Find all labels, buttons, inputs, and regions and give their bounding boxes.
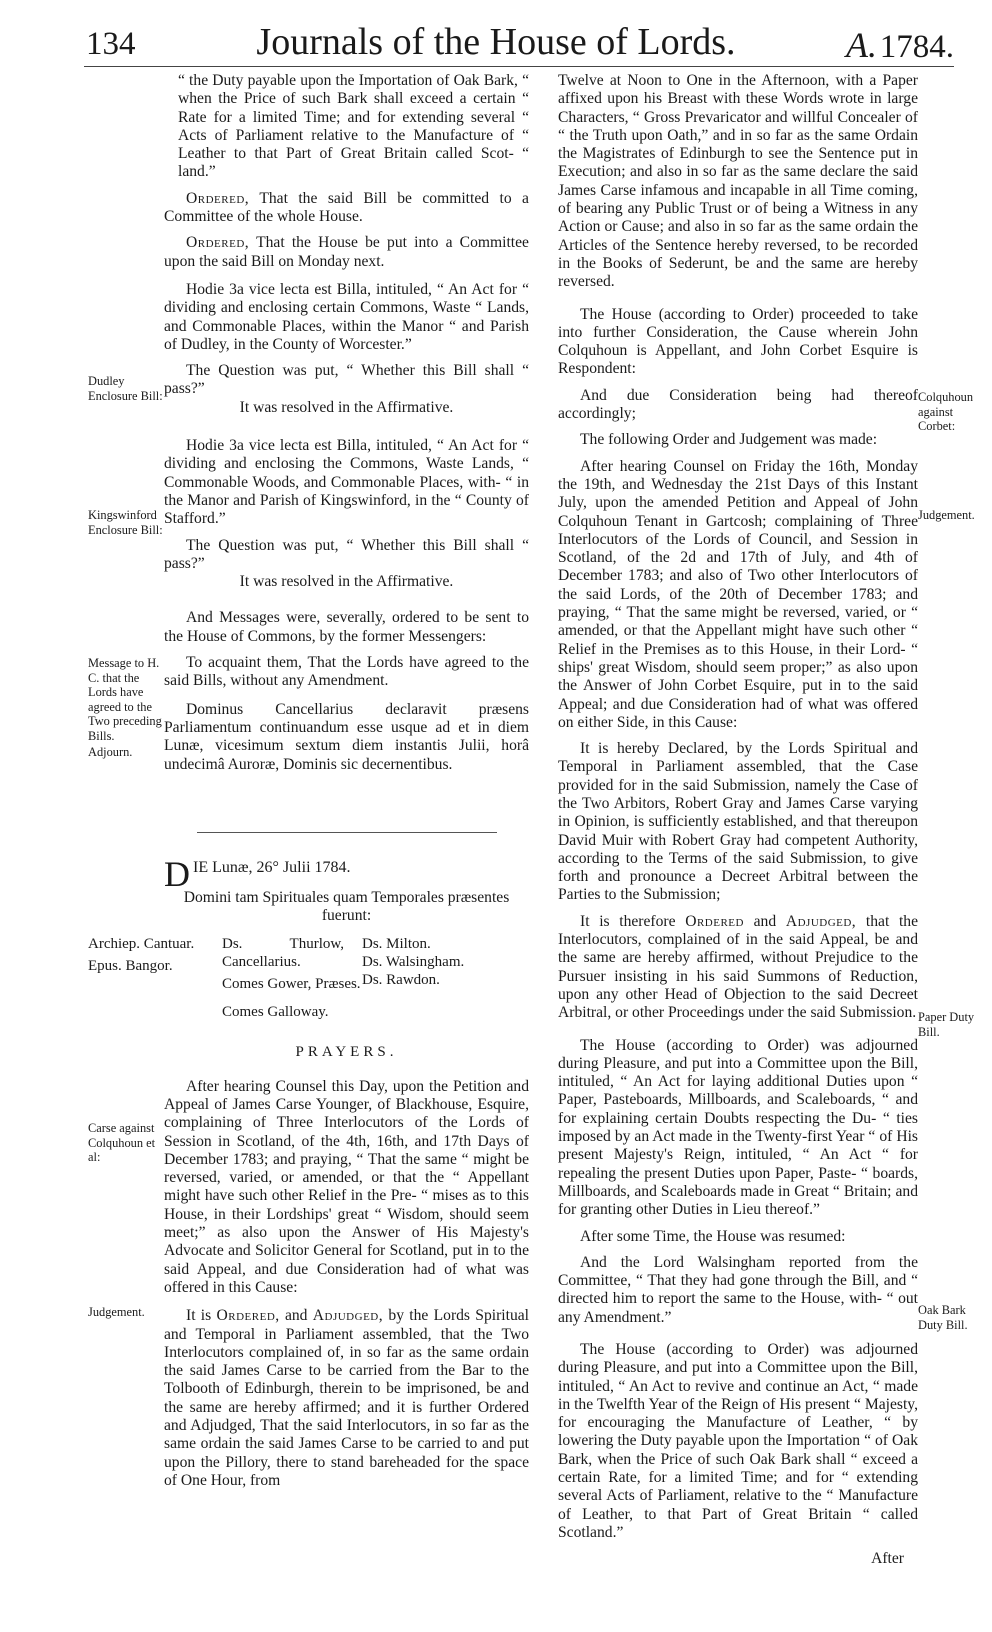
margin-note-colquhoun: Colquhoun against Corbet: [918, 390, 974, 433]
paragraph-resumed: After some Time, the House was resumed: [580, 1227, 846, 1245]
therefore-text-a: It is therefore [580, 912, 676, 930]
catchword: After [871, 1550, 904, 1568]
paragraph-carse-judgement [164, 1307, 529, 1490]
paragraph-ordered-committee [164, 190, 529, 227]
paragraph-kingswinford-bill: Hodie 3a vice lecta est Billa, intituled, “ An Act for “ dividing and enclosing the Commons, Waste Lands, “ Commonable Woods, and Commonable Places, with- “ in the Manor and Parish of Kingswinford, in the “ County of Stafford.” [164, 437, 529, 528]
year-prefix: A. [845, 25, 877, 65]
judgement-and: and [284, 1307, 308, 1325]
attendee-milton: Ds. Milton. [362, 936, 431, 953]
margin-note-dudley: Dudley Enclosure Bill: [88, 374, 163, 403]
header-rule [84, 66, 954, 67]
date-text: IE Lunæ, 26° Julii 1784. [193, 858, 351, 876]
paragraph-reported: And the Lord Walsingham reported from the Committee, “ That they had gone through the Bill, and “ directed him to report the same to the House, with- “ out any Amendment.” [558, 1253, 918, 1326]
prayers-heading: PRAYERS. [295, 1044, 398, 1061]
paragraph-declared: It is hereby Declared, by the Lords Spiritual and Temporal in Parliament assembled, that the Case provided for in the said Submission, namely the Case of the Two Arbitors, Robert Gray and James Carse varying in Opinion, is sufficiently established, and that thereupon David Muir with Robert Gray had competent Authority, according to the Terms of the said Submission, to give forth and pronounce a Decreet Arbitral between the Parties to the Submission; [558, 740, 918, 904]
attendee-cantuar: Archiep. Cantuar. [88, 936, 195, 953]
date-heading [164, 853, 529, 894]
attendee-gower: Comes Gower, Præses. [222, 976, 361, 993]
margin-note-judgement-right: Judgement. [918, 508, 975, 522]
paragraph-adjourn: Dominus Cancellarius declaravit præsens Parliamentum continuandum esse usque ad et in diem Lunæ, vicesimum sextum diem instantis Julii, horâ undecimâ Auroræ, Dominis sic decernentibus. [164, 700, 529, 773]
paragraph-therefore-ordered [558, 913, 918, 1023]
paragraph-due-consideration: And due Consideration being had thereof accordingly; [558, 386, 918, 423]
paragraph-carse-appeal: After hearing Counsel this Day, upon the Petition and Appeal of James Carse Younger, of Blackhouse, Esquire, complaining of Three Interlocutors of the Lords of Session in Scotland, of the 4th, 16th, and 17th Days of December 1783; and praying, “ That the same “ might be reversed, varied, or amended, or that the “ Appellant might have such other Relief in the Pre- “ mises as to this House, in their Lordships' great “ Wisdom, should seem meet;” as also upon the Answer of His Majesty's Advocate and Solicitor General for Scotland, put in to the said Appeal, and due Consideration had of what was offered in this Cause: [164, 1077, 529, 1296]
margin-note-kingswinford: Kingswinford Enclosure Bill: [88, 508, 163, 537]
attendee-bangor: Epus. Bangor. [88, 958, 173, 975]
paragraph-messages: And Messages were, severally, ordered to be sent to the House of Commons, by the former Messengers: [164, 609, 529, 645]
judgement-text-a: It is [186, 1307, 212, 1325]
margin-note-oak: Oak Bark Duty Bill. [918, 1303, 968, 1332]
margin-note-adjourn: Adjourn. [88, 745, 133, 759]
question-kingswinford: The Question was put, “ Whether this Bill shall “ pass?” [164, 536, 529, 572]
resolved-dudley: It was resolved in the Affirmative. [239, 398, 454, 416]
year-value: 1784. [879, 29, 954, 65]
page-header [0, 18, 992, 64]
ordered-word: Ordered, [186, 234, 250, 252]
therefore-adjudged: Adjudged, [785, 912, 857, 930]
paragraph-acquaint: To acquaint them, That the Lords have agreed to the said Bills, without any Amendment. [164, 654, 529, 690]
paragraph-ordered-monday [164, 234, 529, 271]
section-divider [197, 832, 497, 833]
judgement-ordered: Ordered, [216, 1307, 280, 1325]
paragraph-bill-continuation: “ the Duty payable upon the Importation of Oak Bark, “ when the Price of such Bark shall exceed a certain “ Rate for a limited Time; and for extending several “ Acts of Parliament relative to the Manufacture of “ Leather to that Part of Great Britain called Scot- “ land.” [178, 72, 529, 181]
paragraph-colquhoun-cause: The House (according to Order) proceeded to take into further Consideration, the Cause wherein John Colquhoun is Appellant, and John Corbet Esquire is Respondent: [558, 305, 918, 378]
ordered-text-1: That the said Bill be committed to a Committee of the whole House. [164, 189, 529, 226]
question-dudley: The Question was put, “ Whether this Bill shall “ pass?” [164, 362, 529, 398]
margin-note-paper: Paper Duty Bill. [918, 1010, 975, 1039]
judgement-adjudged: Adjudged, [312, 1307, 384, 1325]
margin-note-message: Message to H. C. that the Lords have agreed to the Two preceding Bills. [88, 656, 162, 743]
lords-present: Domini tam Spirituales quam Temporales præsentes fuerunt: [183, 888, 510, 925]
paragraph-paper-bill: The House (according to Order) was adjourned during Pleasure, and put into a Committee upon the Bill, intituled, “ An Act for laying additional Duties upon “ Paper, Pasteboards, Millboards, and Scaleboards, “ and for explaining certain Doubts respecting the Du- “ ties imposed by an Act made in the Twenty-first Year “ of His present Majesty's Reign, intituled, “ An Act “ for repealing the present Duties upon Paper, Paste- “ boards, Millboards, and Scaleboards made in Great “ Britain; and for granting other Duties in Lieu thereof.” [558, 1036, 918, 1219]
attendee-walsingham: Ds. Walsingham. [362, 954, 465, 971]
resolved-kingswinford: It was resolved in the Affirmative. [239, 573, 454, 591]
ordered-text-2: That the House be put into a Committee upon the said Bill on Monday next. [164, 234, 529, 270]
therefore-and: and [753, 912, 777, 930]
therefore-text-e: that the Interlocutors, complained of in the said Appeal, be and the same are hereby affirmed, without Prejudice to the Pursuer insisting in his said Summons of Reduction, upon any other Head of Objection to the said Decreet Arbitral, or other Proceedings under the said Submission. [558, 912, 918, 1022]
judgement-text-e: by the Lords Spiritual and Temporal in Parliament assembled, that the Two Interlocutors complained of, in so far as the same ordain the said James Carse to be carried from the Bar to the Tolbooth of Edinburgh, therein to be imprisoned, be and the same are hereby affirmed; and it is further Ordered and Adjudged, That the said Interlocutors, in so far as the same ordain the said James Carse to be carried to and put upon the Pillory, there to stand bareheaded for the space of One Hour, from [164, 1307, 529, 1489]
attendee-thurlow: Ds. Thurlow, Cancellarius. [222, 936, 344, 971]
attendance-list [88, 933, 529, 1029]
margin-note-judgement-left: Judgement. [88, 1305, 145, 1319]
page-number: 134 [86, 26, 136, 62]
right-column [558, 72, 918, 1577]
attendee-galloway: Comes Galloway. [222, 1004, 329, 1021]
attendee-rawdon: Ds. Rawdon. [362, 972, 440, 989]
paragraph-oak-bark-bill: The House (according to Order) was adjourned during Pleasure, and put into a Committee upon the Bill, intituled, “ An Act to revive and continue an Act, “ made in the Twelfth Year of the Reign of His present “ Majesty, for encouraging the Manufacture of Leather, “ by lowering the Duty payable upon the Importation “ of Oak Bark, when the Price of such Oak Bark shall “ exceed a certain Rate, for a limited Time; and for “ extending several Acts of Parliament, relative to the “ Manufacture of Leather, to that Part of Great Britain “ called Scotland.” [558, 1341, 918, 1541]
paragraph-after-hearing: After hearing Counsel on Friday the 16th, Monday the 19th, and Wednesday the 21st Days of this Instant July, upon the amended Petition and Appeal of John Colquhoun Tenant in Gartcosh; complaining of Three Interlocutors of the Lords of Council, and Session in Scotland, of the 2d and 17th of July, and 4th of December 1783; and also of Two other Interlocutors of the said Lords, of the 20th of December 1783; and praying, “ That the same might be reversed, varied, or “ amended, or that the Appellant might have such other “ Relief in the Premises as to this House, in their Lord- “ ships' great Wisdom, should seem proper;” as also upon the Answer of John Corbet Esquire, put in to the said Appeal; and due Consideration had of what was offered on either Side, in this Cause: [558, 457, 918, 731]
margin-note-carse: Carse against Colquhoun et al: [88, 1121, 156, 1164]
therefore-ordered: Ordered [685, 912, 744, 930]
paragraph-carse-continuation: Twelve at Noon to One in the Afternoon, with a Paper affixed upon his Breast with these Words wrote in large Characters, “ Gross Prevaricator and willful Concealer of “ the Truth upon Oath,” and in so far as the same Ordain the Magistrates of Edinburgh to see the Sentence put in Execution; and also in so far as the same declare the said James Carse infamous and incapable in all Time coming, of bearing any Public Trust or of being a Witness in any Action or Cause; and also in so far as the same ordain the Articles of the Sentence hereby reversed, to be recorded in the Books of Sederunt, be and the same are hereby reversed. [558, 72, 918, 291]
date-initial: D [164, 853, 190, 894]
paragraph-following-order: The following Order and Judgement was made: [580, 431, 878, 449]
paragraph-dudley-bill: Hodie 3a vice lecta est Billa, intituled, “ An Act for “ dividing and enclosing certain Commons, Waste “ Lands, and Commonable Places, within the Manor “ and Parish of Dudley, in the County of Worcester.” [164, 280, 529, 353]
ordered-word: Ordered, [186, 189, 250, 207]
page-title: Journals of the House of Lords. [256, 21, 736, 63]
page-year [846, 24, 954, 66]
